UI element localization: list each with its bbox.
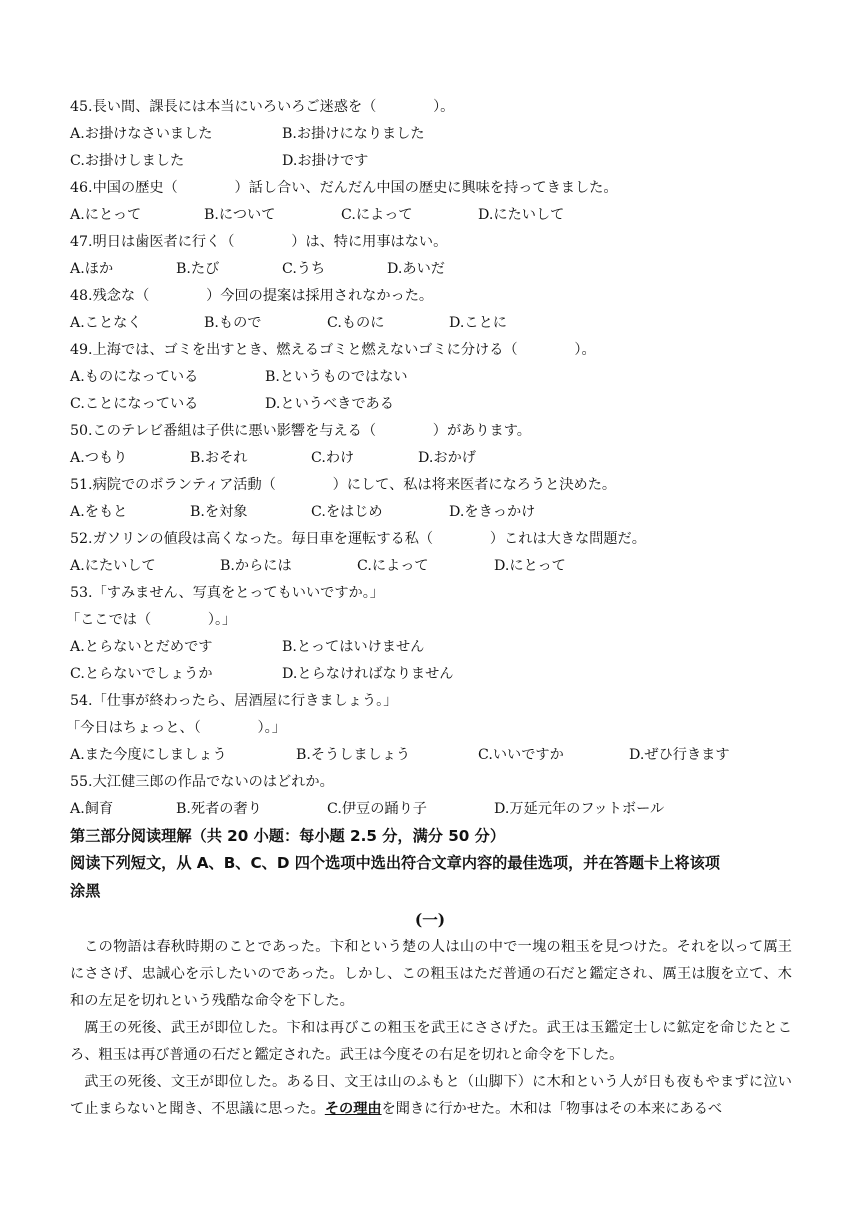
passage-paragraph-3-tail: を聞きに行かせた。木和は「物事はその本来にあるべ [381, 1101, 723, 1117]
question-51-option-b: B.を対象 [190, 504, 248, 520]
question-48-option-b: B.もので [204, 315, 262, 331]
question-46-option-d: D.にたいして [478, 207, 565, 223]
question-45-stem: 45.長い間、課長には本当にいろいろご迷惑を（ ）。 [70, 99, 455, 115]
section-instruction-line1: 阅读下列短文，从 A、B、C、D 四个选项中选出符合文章内容的最佳选项，并在答题卡上将该项 [70, 854, 720, 872]
question-49-option-d: D.というべきである [265, 396, 394, 412]
question-50-stem: 50.このテレビ番組は子供に悪い影響を与える（ ）があります。 [70, 423, 531, 439]
question-53-option-a: A.とらないとだめです [70, 639, 213, 655]
question-55-option-c: C.伊豆の踊り子 [327, 801, 427, 817]
question-46-option-c: C.によって [341, 207, 413, 223]
question-49-stem: 49.上海では、ゴミを出すとき、燃えるゴミと燃えないゴミに分ける（ ）。 [70, 342, 596, 358]
question-47-stem: 47.明日は歯医者に行く（ ）は、特に用事はない。 [70, 234, 448, 250]
question-52-stem: 52.ガソリンの値段は高くなった。毎日車を運転する私（ ）これは大きな問題だ。 [70, 531, 646, 547]
underlined-phrase: その理由 [324, 1101, 382, 1117]
question-52-option-b: B.からには [220, 558, 292, 574]
question-52-option-a: A.にたいして [70, 558, 156, 574]
question-49-option-a: A.ものになっている [70, 369, 199, 385]
question-46-option-b: B.について [204, 207, 276, 223]
question-51-option-a: A.をもと [70, 504, 128, 520]
question-45-option-a: A.お掛けなさいました [70, 126, 213, 142]
question-47-option-b: B.たび [176, 261, 220, 277]
question-47-option-d: D.あいだ [387, 261, 445, 277]
question-54-option-d: D.ぜひ行きます [629, 747, 730, 763]
question-53-stem: 53.「すみません、写真をとってもいいですか。」 [70, 585, 384, 601]
question-48-option-a: A.ことなく [70, 315, 142, 331]
question-55-option-d: D.万延元年のフットボール [494, 801, 665, 817]
question-50-option-a: A.つもり [70, 450, 128, 466]
passage-paragraph-2: 厲王の死後、武王が即位した。卞和は再びこの粗玉を武王にささげた。武王は玉鑑定士しに鉱定を命じたところ、粗玉は再び普通の石だと鑑定された。武王は今度その右足を切れと命令を下した。 [70, 1020, 792, 1063]
question-52-option-c: C.によって [357, 558, 429, 574]
question-54-option-c: C.いいですか [478, 747, 564, 763]
question-46-stem: 46.中国の歴史（ ）話し合い、だんだん中国の歴史に興味を持ってきました。 [70, 180, 618, 196]
question-51-stem: 51.病院でのボランティア活動（ ）にして、私は将来医者になろうと決めた。 [70, 477, 617, 493]
section-instruction-line2: 涂黑 [70, 882, 101, 900]
question-46-option-a: A.にとって [70, 207, 142, 223]
question-50-option-b: B.おそれ [190, 450, 248, 466]
question-53-reply: 「ここでは（ ）。」 [66, 612, 237, 628]
question-50-option-c: C.わけ [311, 450, 355, 466]
question-47-option-a: A.ほか [70, 261, 114, 277]
question-54-reply: 「今日はちょっと、（ ）。」 [66, 720, 286, 736]
question-45-option-c: C.お掛けしました [70, 153, 185, 169]
question-51-option-c: C.をはじめ [311, 504, 383, 520]
question-53-option-c: C.とらないでしょうか [70, 666, 213, 682]
question-45-option-d: D.お掛けです [282, 153, 369, 169]
question-45-option-b: B.お掛けになりました [282, 126, 425, 142]
question-55-option-a: A.飼育 [70, 801, 114, 817]
question-54-stem: 54.「仕事が終わったら、居酒屋に行きましょう。」 [70, 693, 398, 709]
question-54-option-a: A.また今度にしましょう [70, 747, 227, 763]
question-54-option-b: B.そうしましょう [296, 747, 411, 763]
question-55-stem: 55.大江健三郎の作品でないのはどれか。 [70, 774, 334, 790]
question-47-option-c: C.うち [282, 261, 326, 277]
question-53-option-b: B.とってはいけません [282, 639, 425, 655]
passage-paragraph-3-text: 武王の死後、文王が即位した。ある日、文王は山のふもと（山脚下）に木和という人が日も夜もやまずに泣いて止まらないと聞き、不思議に思った。 [70, 1074, 792, 1117]
question-48-option-c: C.ものに [327, 315, 385, 331]
question-49-option-c: C.ことになっている [70, 396, 199, 412]
question-55-option-b: B.死者の奢り [176, 801, 262, 817]
question-48-option-d: D.ことに [449, 315, 507, 331]
section-title: 第三部分阅读理解（共 20 小题：每小题 2.5 分，满分 50 分） [70, 827, 506, 845]
question-53-option-d: D.とらなければなりません [282, 666, 454, 682]
question-52-option-d: D.にとって [494, 558, 566, 574]
passage-paragraph-3 [70, 1069, 792, 1123]
passage-paragraph-1: この物語は春秋時期のことであった。卞和という楚の人は山の中で一塊の粗玉を見つけた。それを以って厲王にささげ、忠誠心を示したいのであった。しかし、この粗玉はただ普通の石だと鑑定され、厲王は腹を立て、木和の左足を切れという残酷な命令を下した。 [70, 939, 792, 1009]
passage-number: (一) [414, 910, 446, 929]
question-51-option-d: D.をきっかけ [449, 504, 536, 520]
question-50-option-d: D.おかげ [418, 450, 476, 466]
question-48-stem: 48.残念な（ ）今回の提案は採用されなかった。 [70, 288, 434, 304]
question-49-option-b: B.というものではない [265, 369, 408, 385]
